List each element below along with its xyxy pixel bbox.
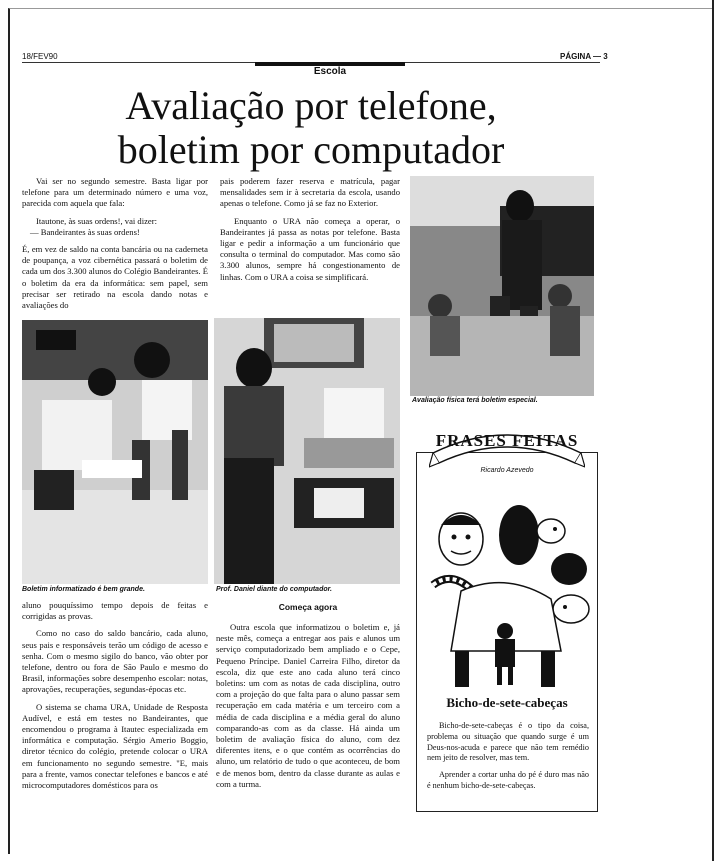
headline [22, 84, 600, 172]
seven-headed-beast-illustration [421, 481, 593, 691]
paragraph: Aprender a cortar unha do pé é duro mas não é nenhum bicho-de-sete-cabeças. [427, 770, 589, 790]
column-1-top [22, 176, 208, 317]
paragraph: Bicho-de-sete-cabeças é o tipo da coisa, problema ou situação que quando surge é um Deus-nos-acuda e parece que não tem remédio nem jeito de resolver, mas tem. [427, 721, 589, 763]
paragraph: É, em vez de saldo na conta bancária ou na caderneta de poupança, a voz cibernética passará o boletim de cada um dos 3.300 alunos do Colégio Bandeirantes. É o boletim da era da informática: sem papel, sem precisar ser retirado na escola dando notas e avaliações do [22, 244, 208, 311]
headline-line-1: Avaliação por telefone, [125, 83, 497, 128]
paragraph: aluno pouquíssimo tempo depois de feitas e corrigidas as provas. [22, 600, 208, 622]
paragraph: Enquanto o URA não começa a operar, o Bandeirantes já passa as notas por telefone. Basta ligar e pedir a informação a um funcionário que consulta o terminal do computador. Mas como são 3.300 alunos, sempre há congestionamento de linhas. Com o URA a coisa se simplificará. [220, 215, 400, 282]
section-label: Escola [313, 66, 347, 77]
photo-physical-evaluation-image [410, 176, 594, 396]
photo-large-report-card-image [22, 320, 208, 584]
page-edge-rule [712, 0, 714, 861]
caption-center: Prof. Daniel diante do computador. [216, 586, 332, 593]
caption-left: Boletim informatizado é bem grande. [22, 586, 145, 593]
paragraph: Outra escola que informatizou o boletim e, já neste mês, começa a entregar aos pais e alunos um serviço computadorizado bem ampliado e o Cepe, Pequeno Príncipe. Daniel Carreira Filho, diretor da escola, diz que este ano cada aluno terá cinco boletins: um com as notas de cada disciplina, outro com a projeção do que falta para o aluno passar sem recuperação em cada matéria e um terceiro com a média de cada disciplina e a média geral do aluno comparando-as com as da classe. Há ainda um boletim de avaliação física do aluno, com dez diferentes itens, e o que contém as ocorrências do aluno, um relatório de tudo o que aconteceu, de bom e de menos bom, dentro da classe durante as aulas e com a turma. [216, 622, 400, 789]
page-number: PÁGINA — 3 [560, 52, 608, 61]
cartoon-text [427, 721, 589, 798]
paragraph: pais poderem fazer reserva e matrícula, pagar mensalidades sem ir à secretaria da escola, usando apenas o telefone. Como já se faz no Exterior. [220, 176, 400, 209]
column-2-bottom [216, 602, 400, 796]
photo-physical-evaluation [410, 176, 594, 396]
headline-line-2: boletim por computador [117, 127, 505, 172]
column-2-bottom-text [216, 622, 400, 790]
cartoon-author: Ricardo Azevedo [480, 467, 534, 474]
column-1-bottom [22, 600, 208, 797]
cartoon-box [416, 431, 598, 812]
subhead: Começa agora [278, 602, 338, 612]
paragraph: Como no caso do saldo bancário, cada aluno, seus pais e responsáveis terão um código de acesso e senha. Com o mesmo sigilo do banco, vão obter por telefone, dentro ou fora de São Paulo e mesmo do Brasil, informações sobre desempenho escolar: notas, aprovações, recuperações, segundas-épocas etc. [22, 628, 208, 695]
page-date: 18/FEV90 [22, 52, 58, 61]
cartoon-title: Bicho-de-sete-cabeças [446, 695, 568, 710]
column-2-top [220, 176, 400, 289]
cartoon-banner-title: FRASES FEITAS [435, 431, 579, 450]
paragraph: Vai ser no segundo semestre. Basta ligar por telefone para um determinado número e uma voz, parecida com aquela que fala: [22, 176, 208, 209]
paragraph: O sistema se chama URA, Unidade de Resposta Audível, e está em testes no Bandeirantes, que encomendou o programa à Itautec especializada em informática e computação. Sérgio Amerio Boggio, diretor técnico do colégio, pretende colocar o URA em funcionamento no segundo semestre. "E, mais para a frente, vamos conectar telefones e bancos e até microcomputadores domésticos para os [22, 701, 208, 791]
caption-right: Avaliação física terá boletim especial. [412, 397, 538, 404]
paragraph: Itautone, às suas ordens!, vai dizer: [36, 215, 157, 226]
photo-prof-daniel-image [214, 318, 400, 584]
photo-prof-daniel [214, 318, 400, 584]
photo-large-report-card [22, 320, 208, 584]
paragraph: — Bandeirantes às suas ordens! [30, 226, 140, 237]
